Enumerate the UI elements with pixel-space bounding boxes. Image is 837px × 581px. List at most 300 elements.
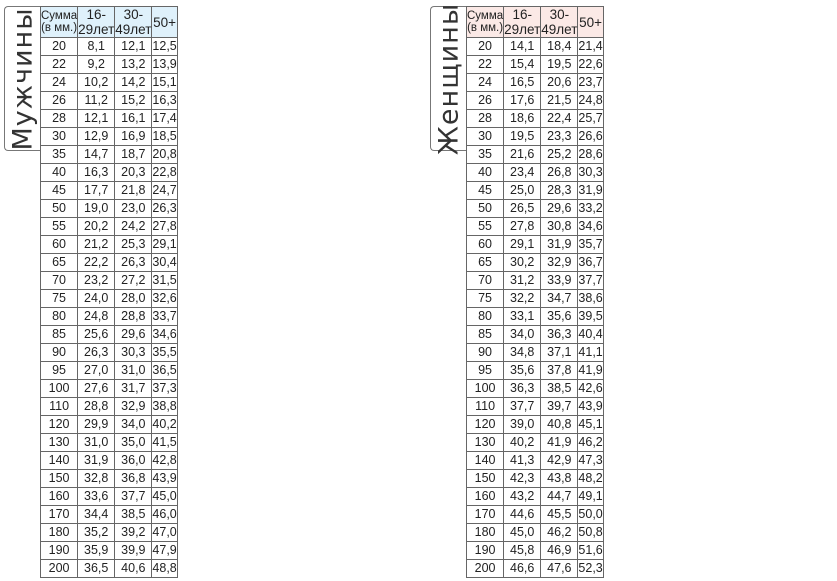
men-age-30-49-cell: 15,2	[115, 92, 152, 110]
women-table-row	[467, 398, 604, 416]
women-age-16-29-cell: 15,4	[504, 56, 541, 74]
men-table-row	[41, 128, 178, 146]
women-sum-cell: 40	[467, 164, 504, 182]
men-sum-cell: 170	[41, 506, 78, 524]
women-age-30-49-cell: 31,9	[541, 236, 578, 254]
women-age-50-cell: 41,9	[578, 362, 603, 380]
men-age-16-29-cell: 35,2	[78, 524, 115, 542]
men-side-tab	[4, 6, 40, 151]
men-sum-cell: 200	[41, 560, 78, 578]
women-age-30-49-cell: 18,4	[541, 38, 578, 56]
men-age-50-cell: 45,0	[152, 488, 177, 506]
women-age-16-29-cell: 34,0	[504, 326, 541, 344]
women-side-tab	[430, 2, 466, 155]
men-sum-cell: 30	[41, 128, 78, 146]
men-table-row	[41, 452, 178, 470]
women-age-16-29-cell: 41,3	[504, 452, 541, 470]
women-sum-cell: 35	[467, 146, 504, 164]
women-sum-cell: 24	[467, 74, 504, 92]
men-sum-cell: 110	[41, 398, 78, 416]
women-table	[466, 6, 604, 578]
women-table-row	[467, 560, 604, 578]
women-age-50-cell: 37,7	[578, 272, 603, 290]
men-age-50-cell: 42,8	[152, 452, 177, 470]
women-sum-cell: 55	[467, 218, 504, 236]
women-table-row	[467, 308, 604, 326]
men-age-50-cell: 24,7	[152, 182, 177, 200]
women-age-16-29-cell: 30,2	[504, 254, 541, 272]
men-age-16-29-cell: 28,8	[78, 398, 115, 416]
women-sum-cell: 140	[467, 452, 504, 470]
women-table-row	[467, 272, 604, 290]
women-table-row	[467, 326, 604, 344]
men-age-30-49-cell: 28,0	[115, 290, 152, 308]
women-age-30-49-cell: 23,3	[541, 128, 578, 146]
women-age-50-cell: 51,6	[578, 542, 603, 560]
women-age-16-29-cell: 36,3	[504, 380, 541, 398]
women-table-row	[467, 146, 604, 164]
women-table-row	[467, 524, 604, 542]
men-age-30-49-cell: 23,0	[115, 200, 152, 218]
men-table-row	[41, 272, 178, 290]
men-sum-cell: 150	[41, 470, 78, 488]
women-sum-cell: 90	[467, 344, 504, 362]
men-age-16-29-cell: 22,2	[78, 254, 115, 272]
women-age-30-49-cell: 20,6	[541, 74, 578, 92]
men-age-50-cell: 37,3	[152, 380, 177, 398]
men-age-30-49-cell: 34,0	[115, 416, 152, 434]
men-sum-cell: 35	[41, 146, 78, 164]
women-age-30-49-cell: 47,6	[541, 560, 578, 578]
men-age-16-29-cell: 33,6	[78, 488, 115, 506]
women-table-row	[467, 434, 604, 452]
men-age-50-cell: 12,5	[152, 38, 177, 56]
men-age-16-29-cell: 10,2	[78, 74, 115, 92]
men-age-16-29-cell: 8,1	[78, 38, 115, 56]
women-age-50-cell: 28,6	[578, 146, 603, 164]
women-age-30-49-cell: 26,8	[541, 164, 578, 182]
women-age-50-cell: 24,8	[578, 92, 603, 110]
women-age-50-cell: 41,1	[578, 344, 603, 362]
men-age-50-cell: 41,5	[152, 434, 177, 452]
women-sum-cell: 60	[467, 236, 504, 254]
women-age-16-29-cell: 19,5	[504, 128, 541, 146]
women-header-age-50: 50+	[578, 7, 603, 38]
men-sum-cell: 100	[41, 380, 78, 398]
women-age-50-cell: 48,2	[578, 470, 603, 488]
women-table-row	[467, 362, 604, 380]
women-sum-cell: 190	[467, 542, 504, 560]
men-table-row	[41, 92, 178, 110]
men-age-30-49-cell: 18,7	[115, 146, 152, 164]
men-sum-cell: 85	[41, 326, 78, 344]
men-table-row	[41, 506, 178, 524]
men-age-50-cell: 47,9	[152, 542, 177, 560]
men-table-row	[41, 290, 178, 308]
women-age-16-29-cell: 42,3	[504, 470, 541, 488]
men-table-row	[41, 470, 178, 488]
women-sum-cell: 160	[467, 488, 504, 506]
men-age-50-cell: 32,6	[152, 290, 177, 308]
women-age-16-29-cell: 25,0	[504, 182, 541, 200]
men-table-row	[41, 146, 178, 164]
men-sum-cell: 80	[41, 308, 78, 326]
women-age-16-29-cell: 35,6	[504, 362, 541, 380]
men-age-16-29-cell: 24,0	[78, 290, 115, 308]
men-age-16-29-cell: 31,9	[78, 452, 115, 470]
women-sum-cell: 75	[467, 290, 504, 308]
men-sum-cell: 120	[41, 416, 78, 434]
men-age-16-29-cell: 9,2	[78, 56, 115, 74]
men-age-16-29-cell: 11,2	[78, 92, 115, 110]
women-table-body	[467, 38, 604, 578]
women-age-50-cell: 43,9	[578, 398, 603, 416]
women-age-30-49-cell: 28,3	[541, 182, 578, 200]
men-age-16-29-cell: 17,7	[78, 182, 115, 200]
men-table	[40, 6, 178, 578]
men-age-16-29-cell: 21,2	[78, 236, 115, 254]
women-age-30-49-cell: 35,6	[541, 308, 578, 326]
men-sum-cell: 28	[41, 110, 78, 128]
men-table-row	[41, 38, 178, 56]
men-age-30-49-cell: 13,2	[115, 56, 152, 74]
women-age-16-29-cell: 26,5	[504, 200, 541, 218]
women-age-50-cell: 49,1	[578, 488, 603, 506]
women-age-16-29-cell: 40,2	[504, 434, 541, 452]
men-age-50-cell: 47,0	[152, 524, 177, 542]
women-table-row	[467, 290, 604, 308]
men-age-30-49-cell: 24,2	[115, 218, 152, 236]
women-age-16-29-cell: 31,2	[504, 272, 541, 290]
men-age-30-49-cell: 25,3	[115, 236, 152, 254]
women-age-16-29-cell: 37,7	[504, 398, 541, 416]
women-table-row	[467, 56, 604, 74]
women-age-16-29-cell: 29,1	[504, 236, 541, 254]
men-age-50-cell: 27,8	[152, 218, 177, 236]
women-age-50-cell: 50,8	[578, 524, 603, 542]
men-age-16-29-cell: 12,1	[78, 110, 115, 128]
men-table-row	[41, 200, 178, 218]
men-sum-cell: 70	[41, 272, 78, 290]
women-age-16-29-cell: 32,2	[504, 290, 541, 308]
women-header-age-16-29: 16-29лет	[504, 7, 541, 37]
men-table-row	[41, 380, 178, 398]
women-table-row	[467, 74, 604, 92]
men-table-row	[41, 110, 178, 128]
women-sum-cell: 26	[467, 92, 504, 110]
women-age-30-49-cell: 46,9	[541, 542, 578, 560]
men-table-row	[41, 488, 178, 506]
women-age-30-49-cell: 46,2	[541, 524, 578, 542]
men-table-row	[41, 416, 178, 434]
women-table-row	[467, 128, 604, 146]
men-table-row	[41, 344, 178, 362]
women-age-50-cell: 35,7	[578, 236, 603, 254]
women-sum-cell: 180	[467, 524, 504, 542]
men-table-row	[41, 542, 178, 560]
men-sum-cell: 60	[41, 236, 78, 254]
women-age-30-49-cell: 29,6	[541, 200, 578, 218]
women-age-50-cell: 25,7	[578, 110, 603, 128]
men-age-16-29-cell: 25,6	[78, 326, 115, 344]
men-age-30-49-cell: 35,0	[115, 434, 152, 452]
women-sum-cell: 110	[467, 398, 504, 416]
women-header-age-30-49: 30-49лет	[541, 7, 578, 37]
men-age-30-49-cell: 16,1	[115, 110, 152, 128]
women-age-30-49-cell: 44,7	[541, 488, 578, 506]
women-sum-cell: 100	[467, 380, 504, 398]
women-table-row	[467, 470, 604, 488]
women-sum-cell: 200	[467, 560, 504, 578]
men-table-row	[41, 434, 178, 452]
men-table-row	[41, 218, 178, 236]
women-age-30-49-cell: 37,1	[541, 344, 578, 362]
men-table-row	[41, 398, 178, 416]
men-age-50-cell: 43,9	[152, 470, 177, 488]
women-age-30-49-cell: 34,7	[541, 290, 578, 308]
men-age-50-cell: 48,8	[152, 560, 177, 578]
women-table-row	[467, 452, 604, 470]
women-sum-cell: 45	[467, 182, 504, 200]
men-age-50-cell: 22,8	[152, 164, 177, 182]
women-sum-cell: 70	[467, 272, 504, 290]
men-age-16-29-cell: 36,5	[78, 560, 115, 578]
women-age-50-cell: 38,6	[578, 290, 603, 308]
men-age-16-29-cell: 24,8	[78, 308, 115, 326]
women-table-row	[467, 254, 604, 272]
men-age-30-49-cell: 21,8	[115, 182, 152, 200]
men-age-30-49-cell: 39,9	[115, 542, 152, 560]
men-sum-cell: 22	[41, 56, 78, 74]
men-table-row	[41, 182, 178, 200]
women-age-16-29-cell: 34,8	[504, 344, 541, 362]
men-age-50-cell: 13,9	[152, 56, 177, 74]
men-sum-cell: 90	[41, 344, 78, 362]
women-age-50-cell: 50,0	[578, 506, 603, 524]
men-age-50-cell: 38,8	[152, 398, 177, 416]
women-age-50-cell: 23,7	[578, 74, 603, 92]
men-age-30-49-cell: 37,7	[115, 488, 152, 506]
women-age-50-cell: 40,4	[578, 326, 603, 344]
men-sum-cell: 24	[41, 74, 78, 92]
women-age-30-49-cell: 19,5	[541, 56, 578, 74]
women-age-30-49-cell: 45,5	[541, 506, 578, 524]
women-sum-cell: 170	[467, 506, 504, 524]
women-age-50-cell: 46,2	[578, 434, 603, 452]
men-age-30-49-cell: 27,2	[115, 272, 152, 290]
women-age-16-29-cell: 16,5	[504, 74, 541, 92]
men-header-age-50: 50+	[152, 7, 177, 38]
women-age-50-cell: 39,5	[578, 308, 603, 326]
women-table-row	[467, 542, 604, 560]
women-age-50-cell: 26,6	[578, 128, 603, 146]
women-age-50-cell: 34,6	[578, 218, 603, 236]
women-age-16-29-cell: 17,6	[504, 92, 541, 110]
women-age-50-cell: 33,2	[578, 200, 603, 218]
women-table-row	[467, 200, 604, 218]
women-age-16-29-cell: 18,6	[504, 110, 541, 128]
men-age-50-cell: 29,1	[152, 236, 177, 254]
men-age-30-49-cell: 38,5	[115, 506, 152, 524]
women-age-30-49-cell: 36,3	[541, 326, 578, 344]
men-sum-cell: 40	[41, 164, 78, 182]
men-label: Мужчины	[7, 6, 38, 151]
women-age-50-cell: 21,4	[578, 38, 603, 56]
men-age-30-49-cell: 29,6	[115, 326, 152, 344]
women-age-16-29-cell: 46,6	[504, 560, 541, 578]
women-age-16-29-cell: 44,6	[504, 506, 541, 524]
men-sum-cell: 26	[41, 92, 78, 110]
women-sum-cell: 22	[467, 56, 504, 74]
men-age-50-cell: 40,2	[152, 416, 177, 434]
men-sum-cell: 50	[41, 200, 78, 218]
women-age-50-cell: 30,3	[578, 164, 603, 182]
women-sum-cell: 30	[467, 128, 504, 146]
men-age-30-49-cell: 30,3	[115, 344, 152, 362]
men-age-16-29-cell: 27,6	[78, 380, 115, 398]
men-table-row	[41, 326, 178, 344]
women-age-50-cell: 36,7	[578, 254, 603, 272]
men-header-sum: Сумма (в мм.)	[41, 7, 78, 38]
women-age-16-29-cell: 43,2	[504, 488, 541, 506]
women-sum-cell: 28	[467, 110, 504, 128]
men-table-row	[41, 74, 178, 92]
men-age-16-29-cell: 20,2	[78, 218, 115, 236]
men-sum-cell: 45	[41, 182, 78, 200]
men-sum-cell: 65	[41, 254, 78, 272]
men-sum-cell: 130	[41, 434, 78, 452]
women-table-row	[467, 236, 604, 254]
women-age-30-49-cell: 30,8	[541, 218, 578, 236]
men-age-30-49-cell: 12,1	[115, 38, 152, 56]
men-age-30-49-cell: 26,3	[115, 254, 152, 272]
men-age-30-49-cell: 36,0	[115, 452, 152, 470]
women-age-50-cell: 47,3	[578, 452, 603, 470]
men-sum-cell: 190	[41, 542, 78, 560]
men-age-50-cell: 31,5	[152, 272, 177, 290]
men-table-row	[41, 362, 178, 380]
men-age-50-cell: 34,6	[152, 326, 177, 344]
women-table-row	[467, 38, 604, 56]
men-age-30-49-cell: 14,2	[115, 74, 152, 92]
men-age-30-49-cell: 28,8	[115, 308, 152, 326]
men-sum-cell: 20	[41, 38, 78, 56]
men-age-30-49-cell: 20,3	[115, 164, 152, 182]
men-age-16-29-cell: 14,7	[78, 146, 115, 164]
men-table-row	[41, 56, 178, 74]
women-age-30-49-cell: 41,9	[541, 434, 578, 452]
women-age-50-cell: 45,1	[578, 416, 603, 434]
women-table-row	[467, 218, 604, 236]
men-age-50-cell: 20,8	[152, 146, 177, 164]
women-sum-cell: 85	[467, 326, 504, 344]
women-age-50-cell: 42,6	[578, 380, 603, 398]
men-age-16-29-cell: 32,8	[78, 470, 115, 488]
men-header-age-16-29: 16-29лет	[78, 7, 115, 37]
women-table-row	[467, 164, 604, 182]
women-age-30-49-cell: 39,7	[541, 398, 578, 416]
men-age-50-cell: 33,7	[152, 308, 177, 326]
women-table-row	[467, 506, 604, 524]
women-sum-cell: 65	[467, 254, 504, 272]
men-sum-cell: 140	[41, 452, 78, 470]
men-age-50-cell: 46,0	[152, 506, 177, 524]
women-age-30-49-cell: 21,5	[541, 92, 578, 110]
men-header-row	[41, 7, 178, 38]
men-age-50-cell: 15,1	[152, 74, 177, 92]
women-age-16-29-cell: 39,0	[504, 416, 541, 434]
men-table-body	[41, 38, 178, 578]
men-table-row	[41, 560, 178, 578]
women-table-row	[467, 182, 604, 200]
women-age-30-49-cell: 25,2	[541, 146, 578, 164]
men-age-16-29-cell: 23,2	[78, 272, 115, 290]
women-age-30-49-cell: 32,9	[541, 254, 578, 272]
women-sum-cell: 80	[467, 308, 504, 326]
women-table-row	[467, 416, 604, 434]
women-age-30-49-cell: 38,5	[541, 380, 578, 398]
women-sum-cell: 20	[467, 38, 504, 56]
women-age-30-49-cell: 37,8	[541, 362, 578, 380]
men-age-16-29-cell: 27,0	[78, 362, 115, 380]
women-sum-cell: 150	[467, 470, 504, 488]
women-age-50-cell: 31,9	[578, 182, 603, 200]
men-age-50-cell: 16,3	[152, 92, 177, 110]
women-header-row	[467, 7, 604, 38]
women-age-16-29-cell: 45,0	[504, 524, 541, 542]
women-label: Женщины	[433, 2, 464, 155]
men-age-50-cell: 35,5	[152, 344, 177, 362]
women-age-50-cell: 22,6	[578, 56, 603, 74]
women-age-16-29-cell: 14,1	[504, 38, 541, 56]
men-age-16-29-cell: 34,4	[78, 506, 115, 524]
men-table-row	[41, 524, 178, 542]
men-table-row	[41, 236, 178, 254]
women-sum-cell: 120	[467, 416, 504, 434]
women-age-30-49-cell: 42,9	[541, 452, 578, 470]
men-age-16-29-cell: 31,0	[78, 434, 115, 452]
men-sum-cell: 75	[41, 290, 78, 308]
men-table-row	[41, 164, 178, 182]
men-age-16-29-cell: 19,0	[78, 200, 115, 218]
men-age-30-49-cell: 32,9	[115, 398, 152, 416]
men-age-30-49-cell: 31,7	[115, 380, 152, 398]
women-table-row	[467, 488, 604, 506]
women-sum-cell: 50	[467, 200, 504, 218]
men-sum-cell: 55	[41, 218, 78, 236]
women-age-16-29-cell: 23,4	[504, 164, 541, 182]
women-age-16-29-cell: 27,8	[504, 218, 541, 236]
men-age-30-49-cell: 31,0	[115, 362, 152, 380]
women-age-50-cell: 52,3	[578, 560, 603, 578]
men-age-30-49-cell: 36,8	[115, 470, 152, 488]
men-header-age-30-49: 30-49лет	[115, 7, 152, 37]
men-age-30-49-cell: 39,2	[115, 524, 152, 542]
men-age-16-29-cell: 16,3	[78, 164, 115, 182]
women-age-16-29-cell: 21,6	[504, 146, 541, 164]
men-age-30-49-cell: 40,6	[115, 560, 152, 578]
men-sum-cell: 160	[41, 488, 78, 506]
women-table-row	[467, 344, 604, 362]
women-table-row	[467, 92, 604, 110]
men-age-30-49-cell: 16,9	[115, 128, 152, 146]
men-age-50-cell: 30,4	[152, 254, 177, 272]
women-age-16-29-cell: 45,8	[504, 542, 541, 560]
men-sum-cell: 180	[41, 524, 78, 542]
women-age-30-49-cell: 33,9	[541, 272, 578, 290]
women-age-30-49-cell: 22,4	[541, 110, 578, 128]
men-age-50-cell: 36,5	[152, 362, 177, 380]
